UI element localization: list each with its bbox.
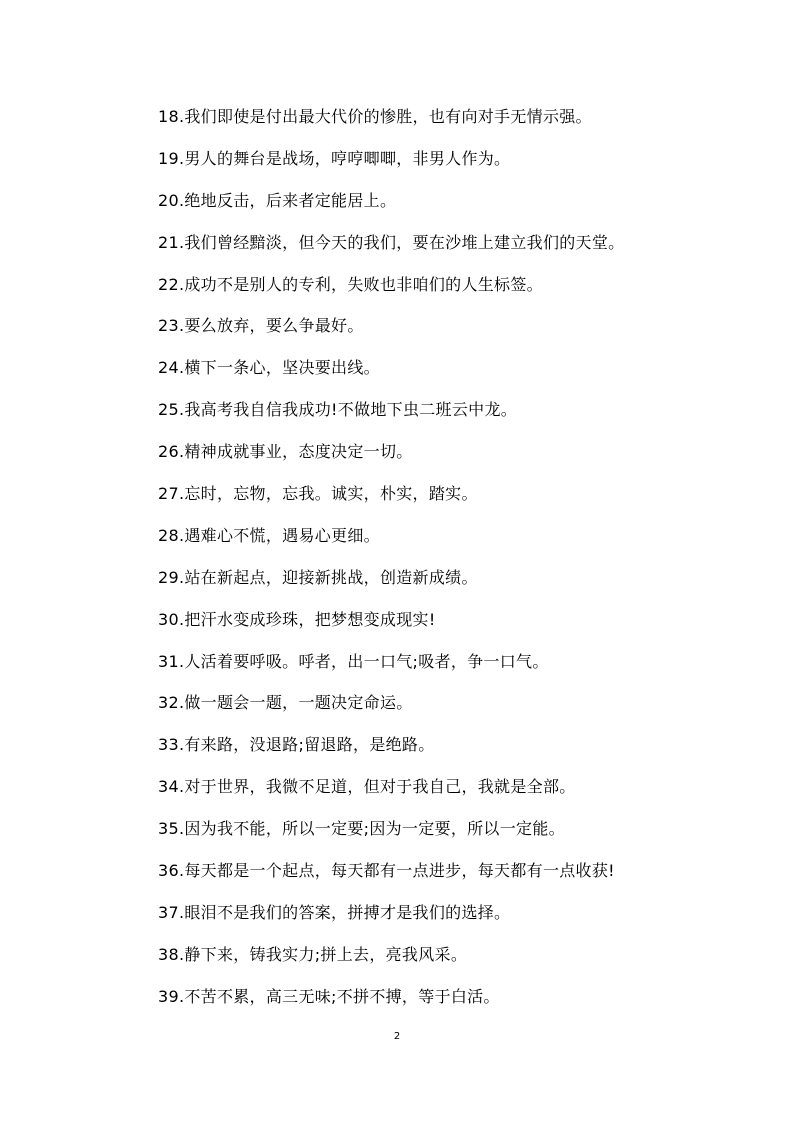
- quote-line: 30.把汗水变成珍珠，把梦想变成现实!: [158, 609, 436, 629]
- quote-line: 20.绝地反击，后来者定能居上。: [158, 190, 397, 210]
- quote-line: 36.每天都是一个起点，每天都有一点进步，每天都有一点收获!: [158, 861, 615, 881]
- quote-line: 29.站在新起点，迎接新挑战，创造新成绩。: [158, 567, 478, 587]
- quote-line: 18.我们即使是付出最大代价的惨胜，也有向对手无情示强。: [158, 107, 592, 126]
- quote-line: 37.眼泪不是我们的答案，拼搏才是我们的选择。: [158, 902, 511, 922]
- quote-line: 22.成功不是别人的专利，失败也非咱们的人生标签。: [158, 274, 543, 294]
- quote-line: 38.静下来，铸我实力;拼上去，亮我风采。: [158, 944, 468, 964]
- quote-list: [158, 104, 758, 1026]
- quote-line: 35.因为我不能，所以一定要;因为一定要，所以一定能。: [158, 819, 565, 839]
- quote-line: 27.忘时，忘物，忘我。诚实，朴实，踏实。: [158, 484, 478, 504]
- quote-line: 26.精神成就事业，态度决定一切。: [158, 442, 413, 462]
- quote-line: 21.我们曾经黯淡，但今天的我们，要在沙堆上建立我们的天堂。: [158, 232, 625, 252]
- quote-line: 25.我高考我自信我成功!不做地下虫二班云中龙。: [158, 400, 518, 420]
- quote-line: 24.横下一条心，坚决要出线。: [158, 358, 380, 378]
- quote-line: 31.人活着要呼吸。呼者，出一口气;吸者，争一口气。: [158, 651, 549, 671]
- quote-line: 28.遇难心不慌，遇易心更细。: [158, 525, 380, 545]
- quote-line: 34.对于世界，我微不足道，但对于我自己，我就是全部。: [158, 777, 576, 797]
- quote-line: 39.不苦不累，高三无味;不拼不搏，等于白活。: [158, 986, 500, 1006]
- quote-line: 19.男人的舞台是战场，哼哼唧唧，非男人作为。: [158, 148, 511, 168]
- quote-line: 32.做一题会一题，一题决定命运。: [158, 693, 413, 713]
- quote-line: 23.要么放弃，要么争最好。: [158, 316, 364, 336]
- page-number: 2: [393, 1031, 401, 1042]
- quote-line: 33.有来路，没退路;留退路，是绝路。: [158, 735, 435, 755]
